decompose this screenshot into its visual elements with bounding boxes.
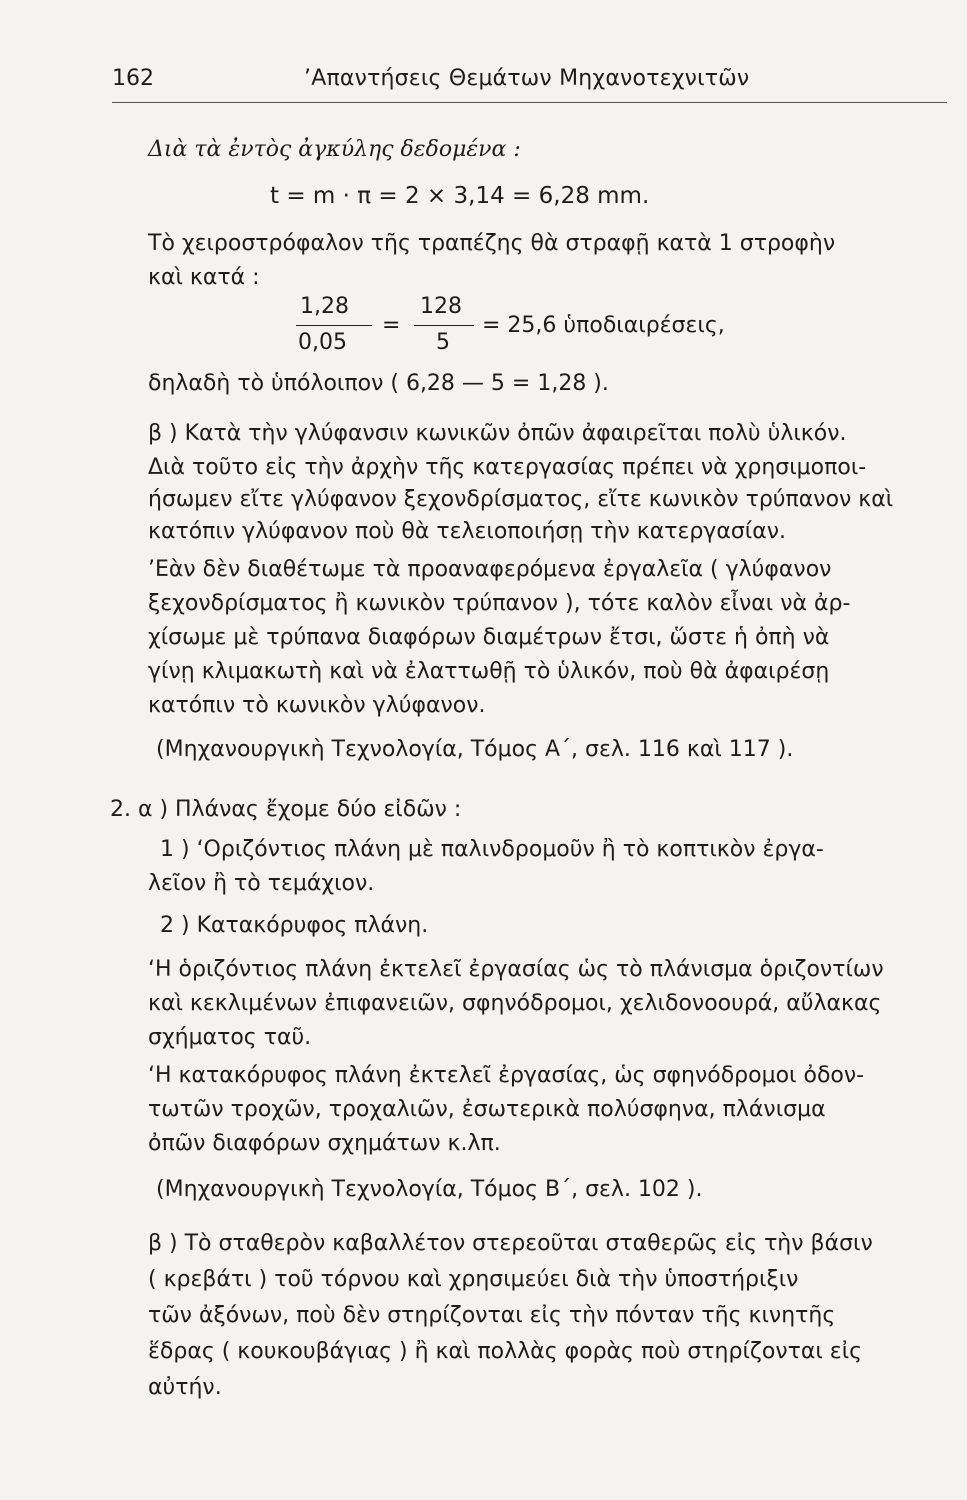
- text-line: λεῖον ἢ τὸ τεμάχιον.: [148, 871, 375, 896]
- reference-line: (Μηχανουργικὴ Τεχνολογία, Τόμος Α΄, σελ. 116 καὶ 117 ).: [156, 737, 794, 762]
- text-line: ‘Η κατακόρυφος πλάνη ἐκτελεῖ ἐργασίας, ὡς σφηνόδρομοι ὀδον-: [148, 1063, 865, 1088]
- text-line: τωτῶν τροχῶν, τροχαλιῶν, ἐσωτερικὰ πολύσφηνα, πλάνισμα: [148, 1097, 826, 1122]
- text-line: Τὸ χειροστρόφαλον τῆς τραπέζης θὰ στραφῇ κατὰ 1 στροφὴν: [148, 231, 836, 256]
- text-line: αὐτήν.: [148, 1375, 222, 1400]
- text-line: ὀπῶν διαφόρων σχημάτων κ.λπ.: [148, 1131, 501, 1156]
- header-rule: [112, 102, 947, 103]
- text-line: ( κρεβάτι ) τοῦ τόρνου καὶ χρησιμεύει διὰ τὴν ὑποστήριξιν: [148, 1267, 799, 1292]
- reference-line: (Μηχανουργικὴ Τεχνολογία, Τόμος Β΄, σελ. 102 ).: [156, 1177, 703, 1202]
- text-line: β ) Τὸ σταθερὸν καβαλλέτον στερεοῦται σταθερῶς εἰς τὴν βάσιν: [148, 1231, 873, 1256]
- page-header: [112, 66, 947, 102]
- fraction-denominator: 0,05: [298, 330, 347, 355]
- fraction-bar: [296, 325, 372, 326]
- text-line: γίνῃ κλιμακωτὴ καὶ νὰ ἐλαττωθῇ τὸ ὑλικόν, ποὺ θὰ ἀφαιρέσῃ: [148, 659, 830, 684]
- text-line: χίσωμε μὲ τρύπανα διαφόρων διαμέτρων ἔτσι, ὥστε ἡ ὀπὴ νὰ: [148, 625, 830, 650]
- text-line: σχήματος ταῦ.: [148, 1025, 312, 1050]
- text-line: 1 ) ‘Οριζόντιος πλάνη μὲ παλινδρομοῦν ἢ τὸ κοπτικὸν ἐργα-: [160, 837, 824, 862]
- formula-line: t = m · π = 2 × 3,14 = 6,28 mm.: [270, 183, 650, 209]
- text-line: ’Εὰν δὲν διαθέτωμε τὰ προαναφερόμενα ἐργαλεῖα ( γλύφανον: [148, 557, 832, 582]
- text-line: τῶν ἀξόνων, ποὺ δὲν στηρίζονται εἰς τὴν πόνταν τῆς κινητῆς: [148, 1303, 836, 1328]
- text-line: καὶ κεκλιμένων ἐπιφανειῶν, σφηνόδρομοι, χελιδονοουρά, αὔλακας: [148, 991, 882, 1016]
- text-line: β ) Κατὰ τὴν γλύφανσιν κωνικῶν ὀπῶν ἀφαιρεῖται πολὺ ὑλικόν.: [148, 421, 847, 446]
- equals-sign: =: [382, 313, 401, 338]
- section-heading: 2. α ) Πλάνας ἔχομε δύο εἰδῶν :: [110, 797, 462, 822]
- equation-result: = 25,6 ὑποδιαιρέσεις,: [482, 313, 725, 338]
- page-number: 162: [112, 66, 154, 91]
- text-line: καὶ κατά :: [148, 265, 260, 290]
- text-line: ἕδρας ( κουκουβάγιας ) ἢ καὶ πολλὰς φορὰς ποὺ στηρίζονται εἰς: [148, 1339, 863, 1364]
- text-line: δηλαδὴ τὸ ὑπόλοιπον ( 6,28 — 5 = 1,28 ).: [148, 371, 609, 396]
- text-line: ξεχονδρίσματος ἢ κωνικὸν τρύπανον ), τότε καλὸν εἶναι νὰ ἀρ-: [148, 591, 851, 616]
- text-line: κατόπιν γλύφανον ποὺ θὰ τελειοποιήσῃ τὴν κατεργασίαν.: [148, 519, 786, 544]
- running-title: ’Απαντήσεις Θεμάτων Μηχανοτεχνιτῶν: [304, 66, 750, 91]
- text-line: ήσωμεν εἴτε γλύφανον ξεχονδρίσματος, εἴτε κωνικὸν τρύπανον καὶ: [148, 487, 894, 512]
- text-line: 2 ) Κατακόρυφος πλάνη.: [160, 913, 429, 938]
- text-line: κατόπιν τὸ κωνικὸν γλύφανον.: [148, 693, 486, 718]
- fraction-numerator: 1,28: [300, 294, 349, 319]
- given-data-heading: Διὰ τὰ ἐντὸς ἀγκύλης δεδομένα :: [148, 137, 521, 162]
- fraction-denominator: 5: [436, 330, 450, 355]
- text-line: ‘Η ὁριζόντιος πλάνη ἐκτελεῖ ἐργασίας ὡς τὸ πλάνισμα ὁριζοντίων: [148, 957, 884, 982]
- fraction-bar: [414, 325, 474, 326]
- text-line: Διὰ τοῦτο εἰς τὴν ἀρχὴν τῆς κατεργασίας πρέπει νὰ χρησιμοποι-: [148, 455, 867, 480]
- fraction-numerator: 128: [420, 294, 462, 319]
